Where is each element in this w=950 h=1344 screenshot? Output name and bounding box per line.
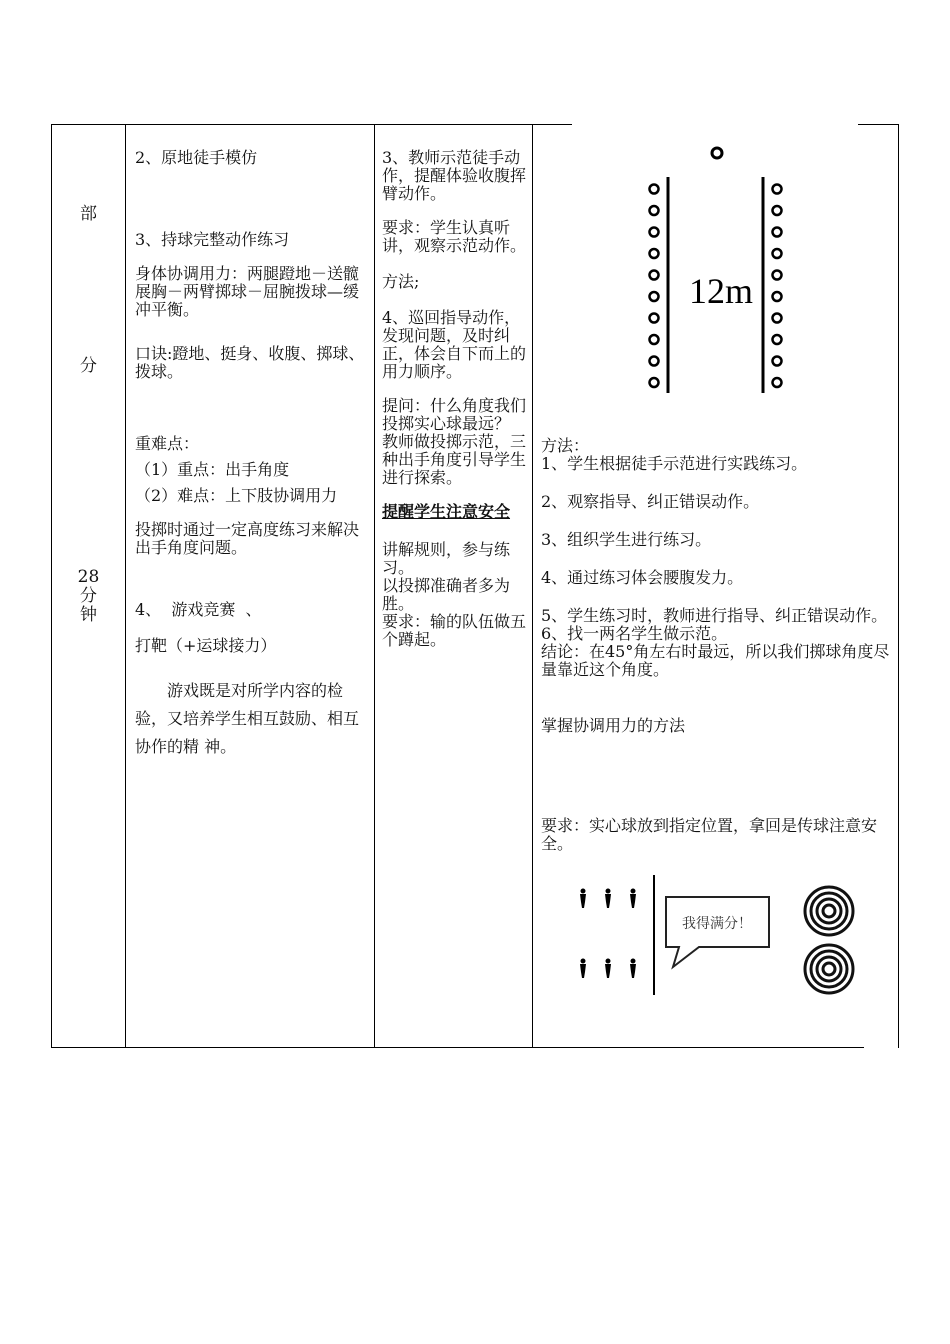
time-unit-1: 分 (80, 586, 97, 606)
game-name: 打靶（+运球接力） (135, 636, 277, 655)
coordination-text: 身体协调用力：两腿蹬地－送髋展胸－两臂掷球－屈腕拨球—缓冲平衡。 (135, 264, 360, 319)
section-label-part2: 分 (80, 356, 97, 376)
teacher-guidance: 4、巡回指导动作，发现问题，及时纠正，体会自下而上的用力顺序。 (382, 308, 527, 381)
content-column (125, 125, 374, 1047)
target-icon (805, 887, 853, 935)
student-figure-icon (605, 959, 611, 979)
student-column (532, 125, 900, 1047)
difficult-point: （2）难点：上下肢协调用力 (135, 486, 338, 505)
target-icon (805, 945, 853, 993)
target-game-diagram (541, 871, 871, 999)
item-2: 2、原地徒手模仿 (135, 148, 258, 167)
section-column (52, 125, 125, 1047)
student-figure-icon (580, 889, 586, 909)
student-figure-icon (630, 959, 636, 979)
item-4: 4、 游戏竞赛 、 (135, 600, 262, 619)
teacher-requirement: 要求：学生认真听讲，观察示范动作。 (382, 218, 527, 255)
distance-label: 12m (688, 271, 754, 311)
border-gap-top (572, 122, 858, 126)
item-3: 3、持球完整动作练习 (135, 230, 290, 249)
student-method-4: 4、通过练习体会腰腹发力。 (541, 568, 744, 587)
student-method-6: 6、找一两名学生做示范。 (541, 624, 728, 643)
student-figure-icon (630, 889, 636, 909)
student-figure-icon (605, 889, 611, 909)
penalty-text: 要求：输的队伍做五个蹲起。 (382, 612, 527, 649)
solution-text: 投掷时通过一定高度练习来解决出手角度问题。 (135, 520, 360, 557)
master-method-text: 掌握协调用力的方法 (541, 716, 686, 735)
student-requirement: 要求：实心球放到指定位置，拿回是传球注意安全。 (541, 816, 878, 853)
speech-bubble-text: 我得满分！ (682, 916, 752, 932)
time-unit-2: 钟 (80, 605, 97, 625)
key-point: （1）重点：出手角度 (135, 460, 290, 479)
conclusion-text: 结论：在45°角左右时最远，所以我们掷球角度尽量靠近这个角度。 (541, 642, 890, 679)
safety-reminder: 提醒学生注意安全 (382, 502, 511, 521)
student-method-5: 5、学生练习时，教师进行指导、纠正错误动作。 (541, 606, 888, 625)
student-figure-icon (580, 959, 586, 979)
student-figure-icons (580, 889, 636, 979)
win-rule: 以投掷准确者多为胜。 (382, 576, 511, 613)
time-number: 28 (77, 567, 100, 587)
formation-diagram (541, 125, 841, 415)
student-method-1: 1、学生根据徒手示范进行实践练习。 (541, 454, 808, 473)
teacher-demo-text: 3、教师示范徒手动作，提醒体验收腹挥臂动作。 (382, 148, 527, 203)
lesson-plan-table (51, 124, 899, 1048)
teacher-column (374, 125, 532, 1047)
student-method-2: 2、观察指导、纠正错误动作。 (541, 492, 760, 511)
student-method-title: 方法： (541, 436, 590, 455)
key-points-title: 重难点： (135, 434, 200, 453)
game-purpose: 游戏既是对所学内容的检验，又培养学生相互鼓励、相互协作的精 神。 (135, 681, 360, 756)
border-gap-bottom (864, 1046, 898, 1050)
rules-text: 讲解规则，参与练习。 (382, 540, 511, 577)
student-method-3: 3、组织学生进行练习。 (541, 530, 712, 549)
teacher-method: 方法; (382, 272, 420, 291)
teacher-throw-demo: 教师做投掷示范，三种出手角度引导学生进行探索。 (382, 432, 527, 487)
section-label-part1: 部 (80, 204, 97, 224)
mnemonic-text: 口诀:蹬地、挺身、收腹、掷球、拨球。 (135, 344, 365, 381)
target-icons (805, 887, 853, 993)
speech-bubble-icon (666, 897, 769, 967)
teacher-question: 提问：什么角度我们投掷实心球最远？ (382, 396, 527, 433)
